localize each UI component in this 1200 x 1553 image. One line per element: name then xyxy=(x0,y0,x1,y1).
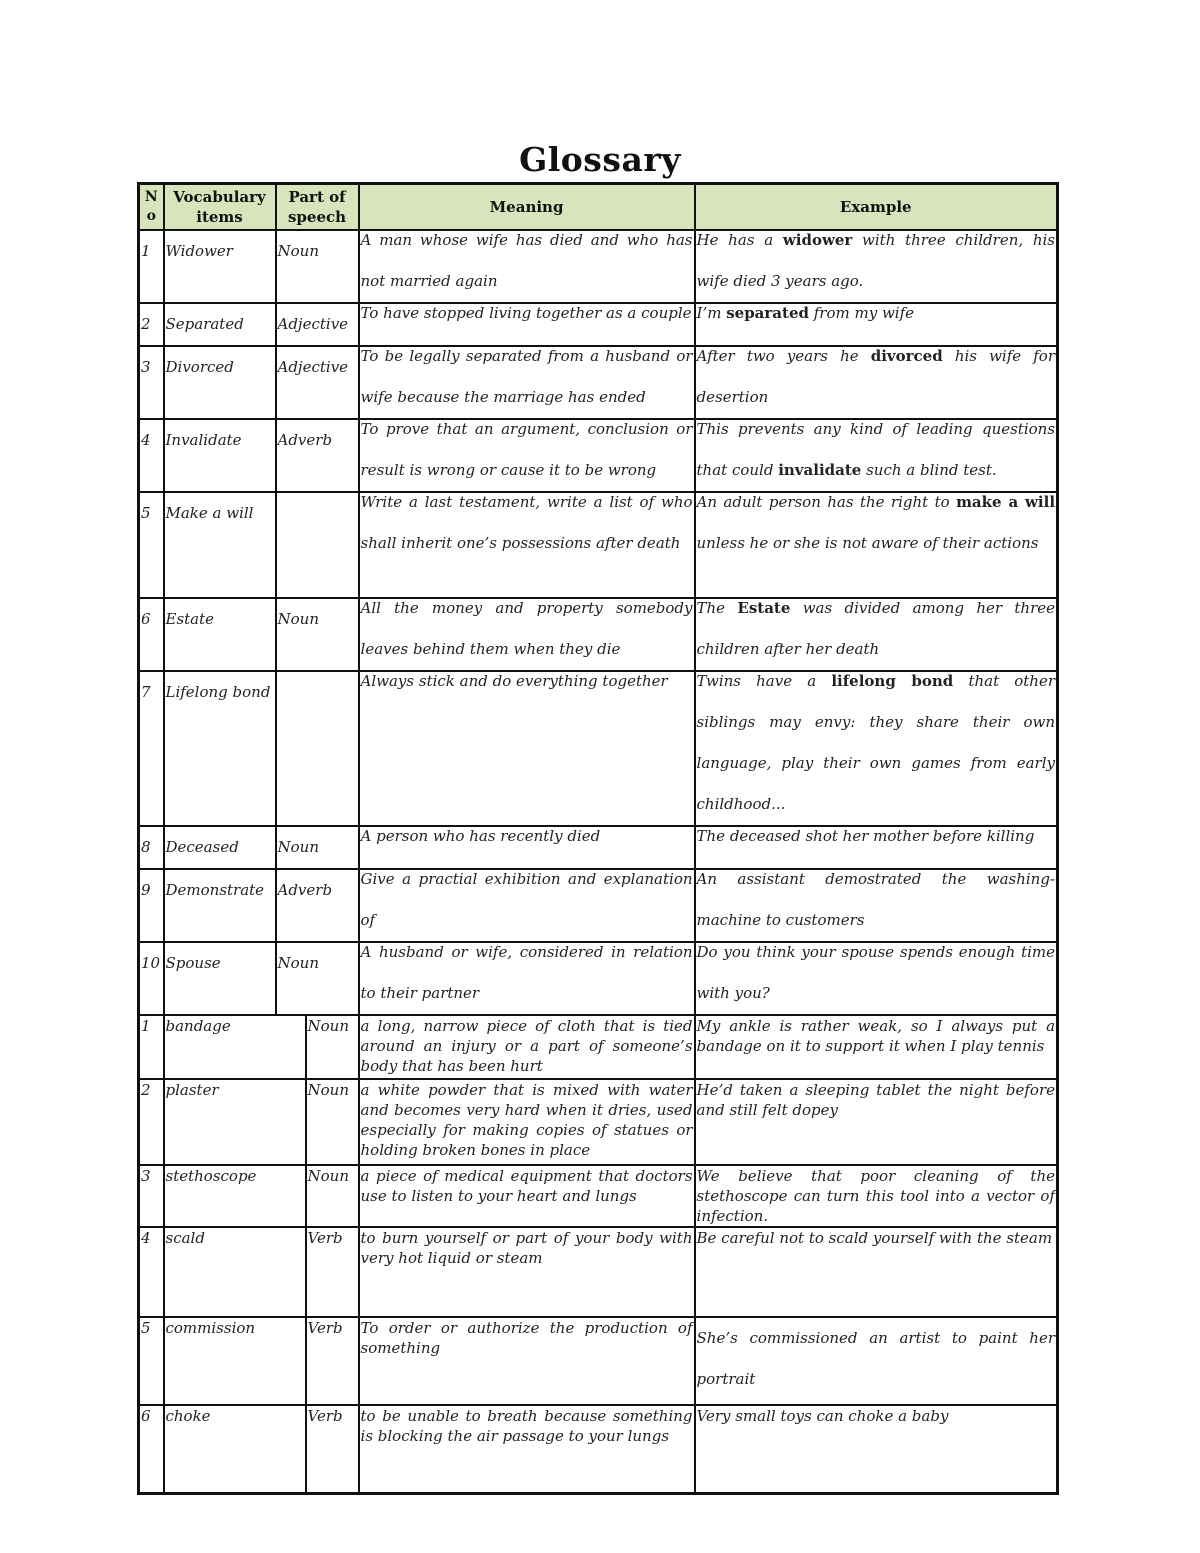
example-text xyxy=(697,942,1056,1014)
part-of-speech: Noun xyxy=(306,1015,359,1079)
page-title: Glossary xyxy=(519,140,681,179)
header-vocabulary: Vocabulary items xyxy=(164,184,276,231)
example-text xyxy=(697,671,1056,825)
example-text-start: The deceased shot her mother before killing xyxy=(696,827,1035,845)
vocabulary-item: Deceased xyxy=(164,826,276,869)
row-number: 4 xyxy=(139,1227,164,1317)
meaning-text: a white powder that is mixed with water and becomes very hard when it dries, used especially for making copies of statues or holding broken bones in place xyxy=(359,1079,695,1165)
meaning-text: Give a practial exhibition and explanation of xyxy=(360,870,693,929)
row-number: 1 xyxy=(139,1015,164,1079)
example-cell xyxy=(695,942,1058,1015)
example-text xyxy=(697,492,1056,564)
example-text: He’d taken a sleeping tablet the night before and still felt dopey xyxy=(695,1079,1058,1165)
meaning-text: a piece of medical equipment that doctors use to listen to your heart and lungs xyxy=(359,1165,695,1227)
row-number: 3 xyxy=(139,1165,164,1227)
glossary-table xyxy=(137,182,1059,1495)
part-of-speech: Verb xyxy=(306,1405,359,1493)
glossary-row xyxy=(139,1405,1058,1493)
row-number: 6 xyxy=(139,598,164,671)
example-keyword: separated xyxy=(726,304,809,322)
example-cell xyxy=(695,419,1058,492)
row-number: 8 xyxy=(139,826,164,869)
example-cell xyxy=(695,303,1058,346)
meaning-text: To have stopped living together as a couple xyxy=(360,304,692,322)
glossary-row xyxy=(139,303,1058,346)
vocabulary-item: commission xyxy=(164,1317,306,1405)
meaning-text: To be legally separated from a husband or wife because the marriage has ended xyxy=(360,347,693,406)
vocabulary-item: Lifelong bond xyxy=(164,671,276,826)
part-of-speech xyxy=(276,492,359,598)
example-text-end: was divided among her three children after her death xyxy=(696,599,1056,658)
part-of-speech: Noun xyxy=(306,1165,359,1227)
example-text xyxy=(697,869,1056,941)
part-of-speech: Adjective xyxy=(276,303,359,346)
header-no: N o xyxy=(139,184,164,231)
glossary-row xyxy=(139,1079,1058,1165)
part-of-speech: Noun xyxy=(306,1079,359,1165)
example-text-start: The xyxy=(696,599,738,617)
example-text xyxy=(697,419,1056,491)
part-of-speech: Noun xyxy=(276,826,359,869)
meaning-cell xyxy=(359,303,695,346)
vocabulary-item: Widower xyxy=(164,230,276,303)
glossary-row xyxy=(139,1227,1058,1317)
glossary-row xyxy=(139,1317,1058,1405)
example-cell xyxy=(695,598,1058,671)
vocabulary-item: choke xyxy=(164,1405,306,1493)
vocabulary-item: bandage xyxy=(164,1015,306,1079)
example-text-end: unless he or she is not aware of their actions xyxy=(696,534,1039,552)
meaning-text: to be unable to breath because something is blocking the air passage to your lungs xyxy=(359,1405,695,1493)
example-text-end: such a blind test. xyxy=(861,461,997,479)
meaning-text: a long, narrow piece of cloth that is tied around an injury or a part of someone’s body that has been hurt xyxy=(359,1015,695,1079)
meaning-text: Write a last testament, write a list of who shall inherit one’s possessions after death xyxy=(360,493,693,552)
glossary-row xyxy=(139,671,1058,826)
glossary-row xyxy=(139,826,1058,869)
example-text-end: that other siblings may envy: they share their own language, play their own games from early childhood... xyxy=(696,672,1056,813)
row-number: 4 xyxy=(139,419,164,492)
meaning-cell xyxy=(359,869,695,942)
example-text-start: An adult person has the right to xyxy=(696,493,957,511)
example-text-start: He has a xyxy=(696,231,783,249)
glossary-row xyxy=(139,598,1058,671)
example-text-start: Twins have a xyxy=(696,672,832,690)
row-number: 1 xyxy=(139,230,164,303)
example-keyword: invalidate xyxy=(778,461,862,479)
example-text: She’s commissioned an artist to paint her portrait xyxy=(695,1317,1058,1405)
example-text-start: This prevents any kind of leading questions that could xyxy=(696,420,1056,479)
example-text: Be careful not to scald yourself with the steam xyxy=(695,1227,1058,1317)
vocabulary-item: stethoscope xyxy=(164,1165,306,1227)
header-part-of-speech: Part of speech xyxy=(276,184,359,231)
row-number: 2 xyxy=(139,1079,164,1165)
meaning-text: Always stick and do everything together xyxy=(360,672,668,690)
part-of-speech: Noun xyxy=(276,942,359,1015)
meaning-text: to burn yourself or part of your body with very hot liquid or steam xyxy=(359,1227,695,1317)
meaning-text: A man whose wife has died and who has not married again xyxy=(360,231,693,290)
vocabulary-item: plaster xyxy=(164,1079,306,1165)
meaning-cell xyxy=(359,230,695,303)
example-cell xyxy=(695,492,1058,598)
part-of-speech: Verb xyxy=(306,1227,359,1317)
glossary-row xyxy=(139,419,1058,492)
vocabulary-item: scald xyxy=(164,1227,306,1317)
meaning-cell xyxy=(359,942,695,1015)
row-number: 2 xyxy=(139,303,164,346)
row-number: 3 xyxy=(139,346,164,419)
example-keyword: divorced xyxy=(870,347,943,365)
example-text-start: I’m xyxy=(696,304,727,322)
part-of-speech: Adjective xyxy=(276,346,359,419)
example-text-start: After two years he xyxy=(696,347,871,365)
vocabulary-item: Divorced xyxy=(164,346,276,419)
part-of-speech: Verb xyxy=(306,1317,359,1405)
meaning-text: A husband or wife, considered in relation to their partner xyxy=(360,943,693,1002)
glossary-row xyxy=(139,346,1058,419)
meaning-cell xyxy=(359,598,695,671)
example-keyword: lifelong bond xyxy=(831,672,954,690)
example-keyword: Estate xyxy=(737,599,791,617)
part-of-speech: Noun xyxy=(276,598,359,671)
meaning-text: To order or authorize the production of something xyxy=(359,1317,695,1405)
example-cell xyxy=(695,230,1058,303)
meaning-cell xyxy=(359,346,695,419)
row-number: 6 xyxy=(139,1405,164,1493)
example-text xyxy=(697,230,1056,302)
meaning-cell xyxy=(359,419,695,492)
example-text xyxy=(697,826,1056,857)
example-cell xyxy=(695,826,1058,869)
example-text-start: Do you think your spouse spends enough time with you? xyxy=(696,943,1056,1002)
meaning-cell xyxy=(359,671,695,826)
row-number: 9 xyxy=(139,869,164,942)
vocabulary-item: Separated xyxy=(164,303,276,346)
header-example: Example xyxy=(695,184,1058,231)
example-text xyxy=(697,598,1056,670)
part-of-speech: Adverb xyxy=(276,869,359,942)
meaning-cell xyxy=(359,492,695,598)
row-number: 10 xyxy=(139,942,164,1015)
example-text: We believe that poor cleaning of the stethoscope can turn this tool into a vector of infection. xyxy=(695,1165,1058,1227)
vocabulary-item: Estate xyxy=(164,598,276,671)
header-row xyxy=(139,184,1058,231)
glossary-row xyxy=(139,1015,1058,1079)
example-text-end: with three children, his wife died 3 years ago. xyxy=(696,231,1056,290)
meaning-cell xyxy=(359,826,695,869)
example-text: My ankle is rather weak, so I always put a bandage on it to support it when I play tennis xyxy=(695,1015,1058,1079)
example-text xyxy=(697,346,1056,418)
example-keyword: widower xyxy=(782,231,853,249)
vocabulary-item: Invalidate xyxy=(164,419,276,492)
example-text: Very small toys can choke a baby xyxy=(695,1405,1058,1493)
example-keyword: make a will xyxy=(956,493,1056,511)
part-of-speech: Adverb xyxy=(276,419,359,492)
glossary-row xyxy=(139,230,1058,303)
row-number: 5 xyxy=(139,1317,164,1405)
example-text-start: An assistant demostrated the washing-machine to customers xyxy=(696,870,1056,929)
meaning-text: To prove that an argument, conclusion or result is wrong or cause it to be wrong xyxy=(360,420,693,479)
glossary-row xyxy=(139,869,1058,942)
example-cell xyxy=(695,671,1058,826)
vocabulary-item: Spouse xyxy=(164,942,276,1015)
example-text xyxy=(697,303,1056,334)
meaning-text: A person who has recently died xyxy=(360,827,601,845)
row-number: 5 xyxy=(139,492,164,598)
glossary-row xyxy=(139,492,1058,598)
meaning-text: All the money and property somebody leaves behind them when they die xyxy=(360,599,693,658)
part-of-speech: Noun xyxy=(276,230,359,303)
part-of-speech xyxy=(276,671,359,826)
vocabulary-item: Make a will xyxy=(164,492,276,598)
row-number: 7 xyxy=(139,671,164,826)
vocabulary-item: Demonstrate xyxy=(164,869,276,942)
glossary-row xyxy=(139,1165,1058,1227)
example-cell xyxy=(695,869,1058,942)
example-text-end: from my wife xyxy=(808,304,915,322)
example-cell xyxy=(695,346,1058,419)
example-text-end: his wife for desertion xyxy=(696,347,1056,406)
header-meaning: Meaning xyxy=(359,184,695,231)
glossary-row xyxy=(139,942,1058,1015)
